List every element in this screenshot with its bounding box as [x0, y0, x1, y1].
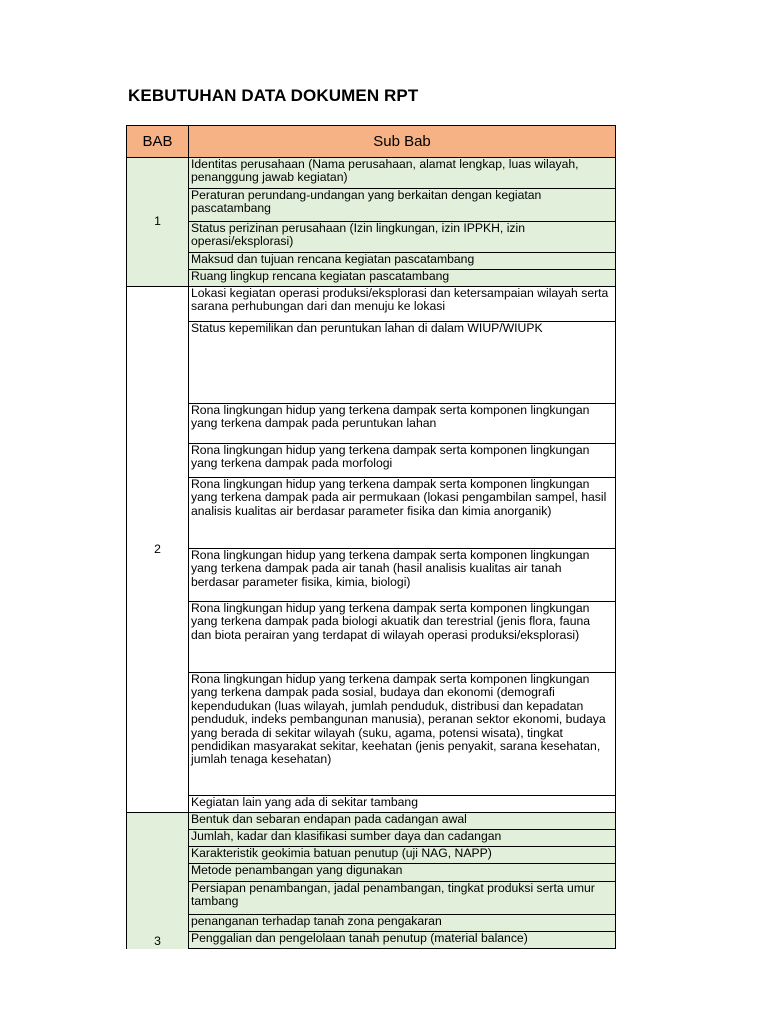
sub-bab-cell: Rona lingkungan hidup yang terkena dampak serta komponen lingkungan yang terkena dampak pada biologi akuatik dan terestrial (jenis flora, fauna dan biota perairan yang terdapat di wilayah operasi produksi/eksplorasi) — [189, 602, 616, 673]
table-header-row — [127, 126, 616, 158]
table-row — [127, 444, 616, 478]
document-title: KEBUTUHAN DATA DOKUMEN RPT — [128, 86, 419, 105]
table-row — [127, 830, 616, 847]
sub-bab-cell: Rona lingkungan hidup yang terkena dampak serta komponen lingkungan yang terkena dampak pada air tanah (hasil analisis kualitas air tanah berdasar parameter fisika, kimia, biologi) — [189, 549, 616, 602]
table-row — [127, 158, 616, 189]
sub-bab-header: Sub Bab — [189, 126, 616, 158]
bab-cell: 3 — [127, 813, 189, 949]
sub-bab-cell: Karakteristik geokimia batuan penutup (uji NAG, NAPP) — [189, 847, 616, 864]
sub-bab-cell: penanganan terhadap tanah zona pengakaran — [189, 915, 616, 932]
sub-bab-cell: Persiapan penambangan, jadal penambangan, tingkat produksi serta umur tambang — [189, 882, 616, 915]
table-row — [127, 189, 616, 222]
sub-bab-cell: Peraturan perundang-undangan yang berkaitan dengan kegiatan pascatambang — [189, 189, 616, 222]
sub-bab-cell: Penggalian dan pengelolaan tanah penutup (material balance) — [189, 932, 616, 949]
table-row — [127, 882, 616, 915]
sub-bab-cell: Lokasi kegiatan operasi produksi/eksplorasi dan ketersampaian wilayah serta sarana perhubungan dari dan menuju ke lokasi — [189, 287, 616, 322]
table-row — [127, 673, 616, 796]
table-row — [127, 549, 616, 602]
sub-bab-cell: Rona lingkungan hidup yang terkena dampak serta komponen lingkungan yang terkena dampak pada peruntukan lahan — [189, 404, 616, 444]
table-row — [127, 932, 616, 949]
sub-bab-cell: Identitas perusahaan (Nama perusahaan, alamat lengkap, luas wilayah, penanggung jawab kegiatan) — [189, 158, 616, 189]
sub-bab-cell: Bentuk dan sebaran endapan pada cadangan awal — [189, 813, 616, 830]
table-row — [127, 796, 616, 813]
bab-header: BAB — [127, 126, 189, 158]
sub-bab-cell: Kegiatan lain yang ada di sekitar tambang — [189, 796, 616, 813]
table-row — [127, 864, 616, 882]
table-row — [127, 847, 616, 864]
sub-bab-cell: Status kepemilikan dan peruntukan lahan di dalam WIUP/WIUPK — [189, 322, 616, 404]
sub-bab-cell: Jumlah, kadar dan klasifikasi sumber daya dan cadangan — [189, 830, 616, 847]
sub-bab-cell: Rona lingkungan hidup yang terkena dampak serta komponen lingkungan yang terkena dampak pada morfologi — [189, 444, 616, 478]
table-row — [127, 270, 616, 287]
table-row — [127, 478, 616, 549]
table-row — [127, 602, 616, 673]
sub-bab-cell: Status perizinan perusahaan (Izin lingkungan, izin IPPKH, izin operasi/eksplorasi) — [189, 222, 616, 253]
requirements-table — [126, 125, 616, 949]
table-row — [127, 915, 616, 932]
table-row — [127, 222, 616, 253]
sub-bab-cell: Rona lingkungan hidup yang terkena dampak serta komponen lingkungan yang terkena dampak pada sosial, budaya dan ekonomi (demografi kependudukan (luas wilayah, jumlah penduduk, distribusi dan kepadatan penduduk, indeks pembangunan manusia), peranan sektor ekonomi, budaya yang berada di sekitar wilayah (suku, agama, potensi wisata), tingkat pendidikan masyarakat sekitar, keehatan (jenis penyakit, sarana kesehatan, jumlah tenaga kesehatan) — [189, 673, 616, 796]
table-row — [127, 404, 616, 444]
sub-bab-cell: Ruang lingkup rencana kegiatan pascatambang — [189, 270, 616, 287]
table-row — [127, 813, 616, 830]
sub-bab-cell: Metode penambangan yang digunakan — [189, 864, 616, 882]
table-row — [127, 287, 616, 322]
sub-bab-cell: Maksud dan tujuan rencana kegiatan pascatambang — [189, 253, 616, 270]
bab-cell: 2 — [127, 287, 189, 813]
bab-cell: 1 — [127, 158, 189, 287]
table-row — [127, 322, 616, 404]
sub-bab-cell: Rona lingkungan hidup yang terkena dampak serta komponen lingkungan yang terkena dampak pada air permukaan (lokasi pengambilan sampel, hasil analisis kualitas air berdasar parameter fisika dan kimia anorganik) — [189, 478, 616, 549]
table-row — [127, 253, 616, 270]
